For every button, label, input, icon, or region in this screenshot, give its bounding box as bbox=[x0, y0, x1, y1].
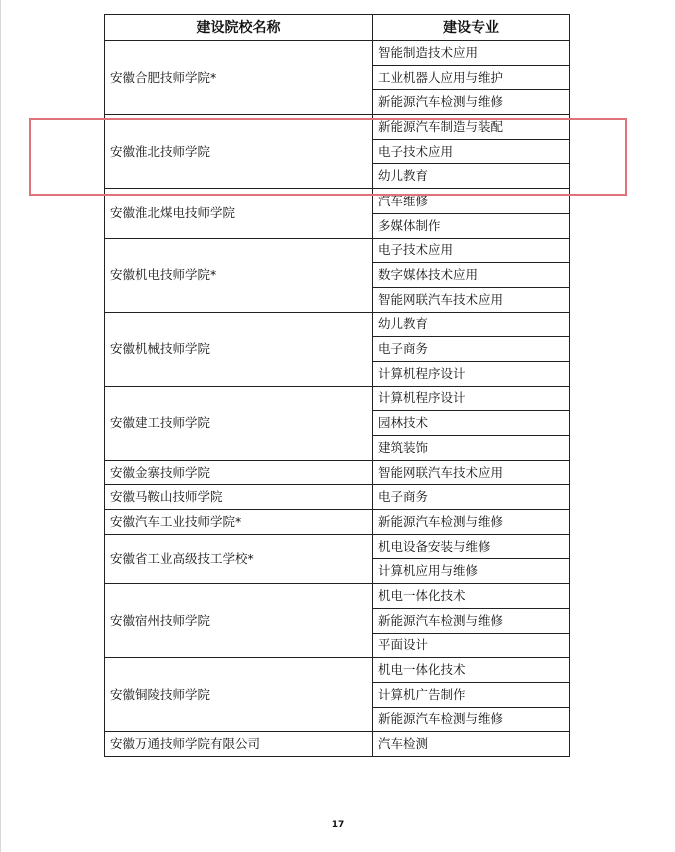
table-row bbox=[105, 386, 570, 411]
school-name-cell: 安徽合肥技师学院* bbox=[105, 41, 373, 115]
major-name-cell: 电子技术应用 bbox=[373, 238, 570, 263]
major-name-cell: 新能源汽车检测与维修 bbox=[373, 707, 570, 732]
major-name-cell: 机电一体化技术 bbox=[373, 658, 570, 683]
school-name-cell: 安徽机电技师学院* bbox=[105, 238, 373, 312]
table-row bbox=[105, 460, 570, 485]
school-name-cell: 安徽宿州技师学院 bbox=[105, 584, 373, 658]
school-name-cell: 安徽万通技师学院有限公司 bbox=[105, 732, 373, 757]
major-name-cell: 电子商务 bbox=[373, 337, 570, 362]
school-name-cell: 安徽金寨技师学院 bbox=[105, 460, 373, 485]
major-name-cell: 计算机程序设计 bbox=[373, 361, 570, 386]
major-name-cell: 新能源汽车检测与维修 bbox=[373, 608, 570, 633]
major-name-cell: 幼儿教育 bbox=[373, 312, 570, 337]
table-row bbox=[105, 115, 570, 140]
major-name-cell: 汽车维修 bbox=[373, 189, 570, 214]
major-name-cell: 建筑装饰 bbox=[373, 436, 570, 461]
major-name-cell: 园林技术 bbox=[373, 411, 570, 436]
major-name-cell: 新能源汽车制造与装配 bbox=[373, 115, 570, 140]
major-name-cell: 智能网联汽车技术应用 bbox=[373, 460, 570, 485]
school-name-cell: 安徽省工业高级技工学校* bbox=[105, 534, 373, 583]
school-name-cell: 安徽马鞍山技师学院 bbox=[105, 485, 373, 510]
major-name-cell: 平面设计 bbox=[373, 633, 570, 658]
major-name-cell: 汽车检测 bbox=[373, 732, 570, 757]
major-name-cell: 机电一体化技术 bbox=[373, 584, 570, 609]
major-name-cell: 新能源汽车检测与维修 bbox=[373, 510, 570, 535]
major-name-cell: 幼儿教育 bbox=[373, 164, 570, 189]
major-name-cell: 机电设备安装与维修 bbox=[373, 534, 570, 559]
school-name-cell: 安徽淮北煤电技师学院 bbox=[105, 189, 373, 238]
school-name-cell: 安徽建工技师学院 bbox=[105, 386, 373, 460]
table-row bbox=[105, 658, 570, 683]
page-number: 17 bbox=[331, 820, 345, 830]
table-row bbox=[105, 732, 570, 757]
major-name-cell: 电子技术应用 bbox=[373, 139, 570, 164]
table-body bbox=[105, 41, 570, 757]
major-name-cell: 数字媒体技术应用 bbox=[373, 263, 570, 288]
school-major-table bbox=[104, 14, 570, 757]
major-name-cell: 计算机广告制作 bbox=[373, 682, 570, 707]
major-name-cell: 工业机器人应用与维护 bbox=[373, 65, 570, 90]
school-name-cell: 安徽铜陵技师学院 bbox=[105, 658, 373, 732]
major-name-cell: 计算机应用与维修 bbox=[373, 559, 570, 584]
table-row bbox=[105, 534, 570, 559]
table-row bbox=[105, 238, 570, 263]
major-name-cell: 新能源汽车检测与维修 bbox=[373, 90, 570, 115]
table-header-row bbox=[105, 15, 570, 41]
school-name-cell: 安徽淮北技师学院 bbox=[105, 115, 373, 189]
school-name-cell: 安徽机械技师学院 bbox=[105, 312, 373, 386]
table-row bbox=[105, 41, 570, 66]
major-name-cell: 计算机程序设计 bbox=[373, 386, 570, 411]
major-name-cell: 电子商务 bbox=[373, 485, 570, 510]
major-name-cell: 多媒体制作 bbox=[373, 213, 570, 238]
table-row bbox=[105, 312, 570, 337]
school-name-cell: 安徽汽车工业技师学院* bbox=[105, 510, 373, 535]
major-column-header: 建设专业 bbox=[373, 15, 570, 41]
table-row bbox=[105, 485, 570, 510]
major-name-cell: 智能制造技术应用 bbox=[373, 41, 570, 66]
table-row bbox=[105, 189, 570, 214]
table-row bbox=[105, 510, 570, 535]
school-column-header: 建设院校名称 bbox=[105, 15, 373, 41]
major-name-cell: 智能网联汽车技术应用 bbox=[373, 287, 570, 312]
table-row bbox=[105, 584, 570, 609]
